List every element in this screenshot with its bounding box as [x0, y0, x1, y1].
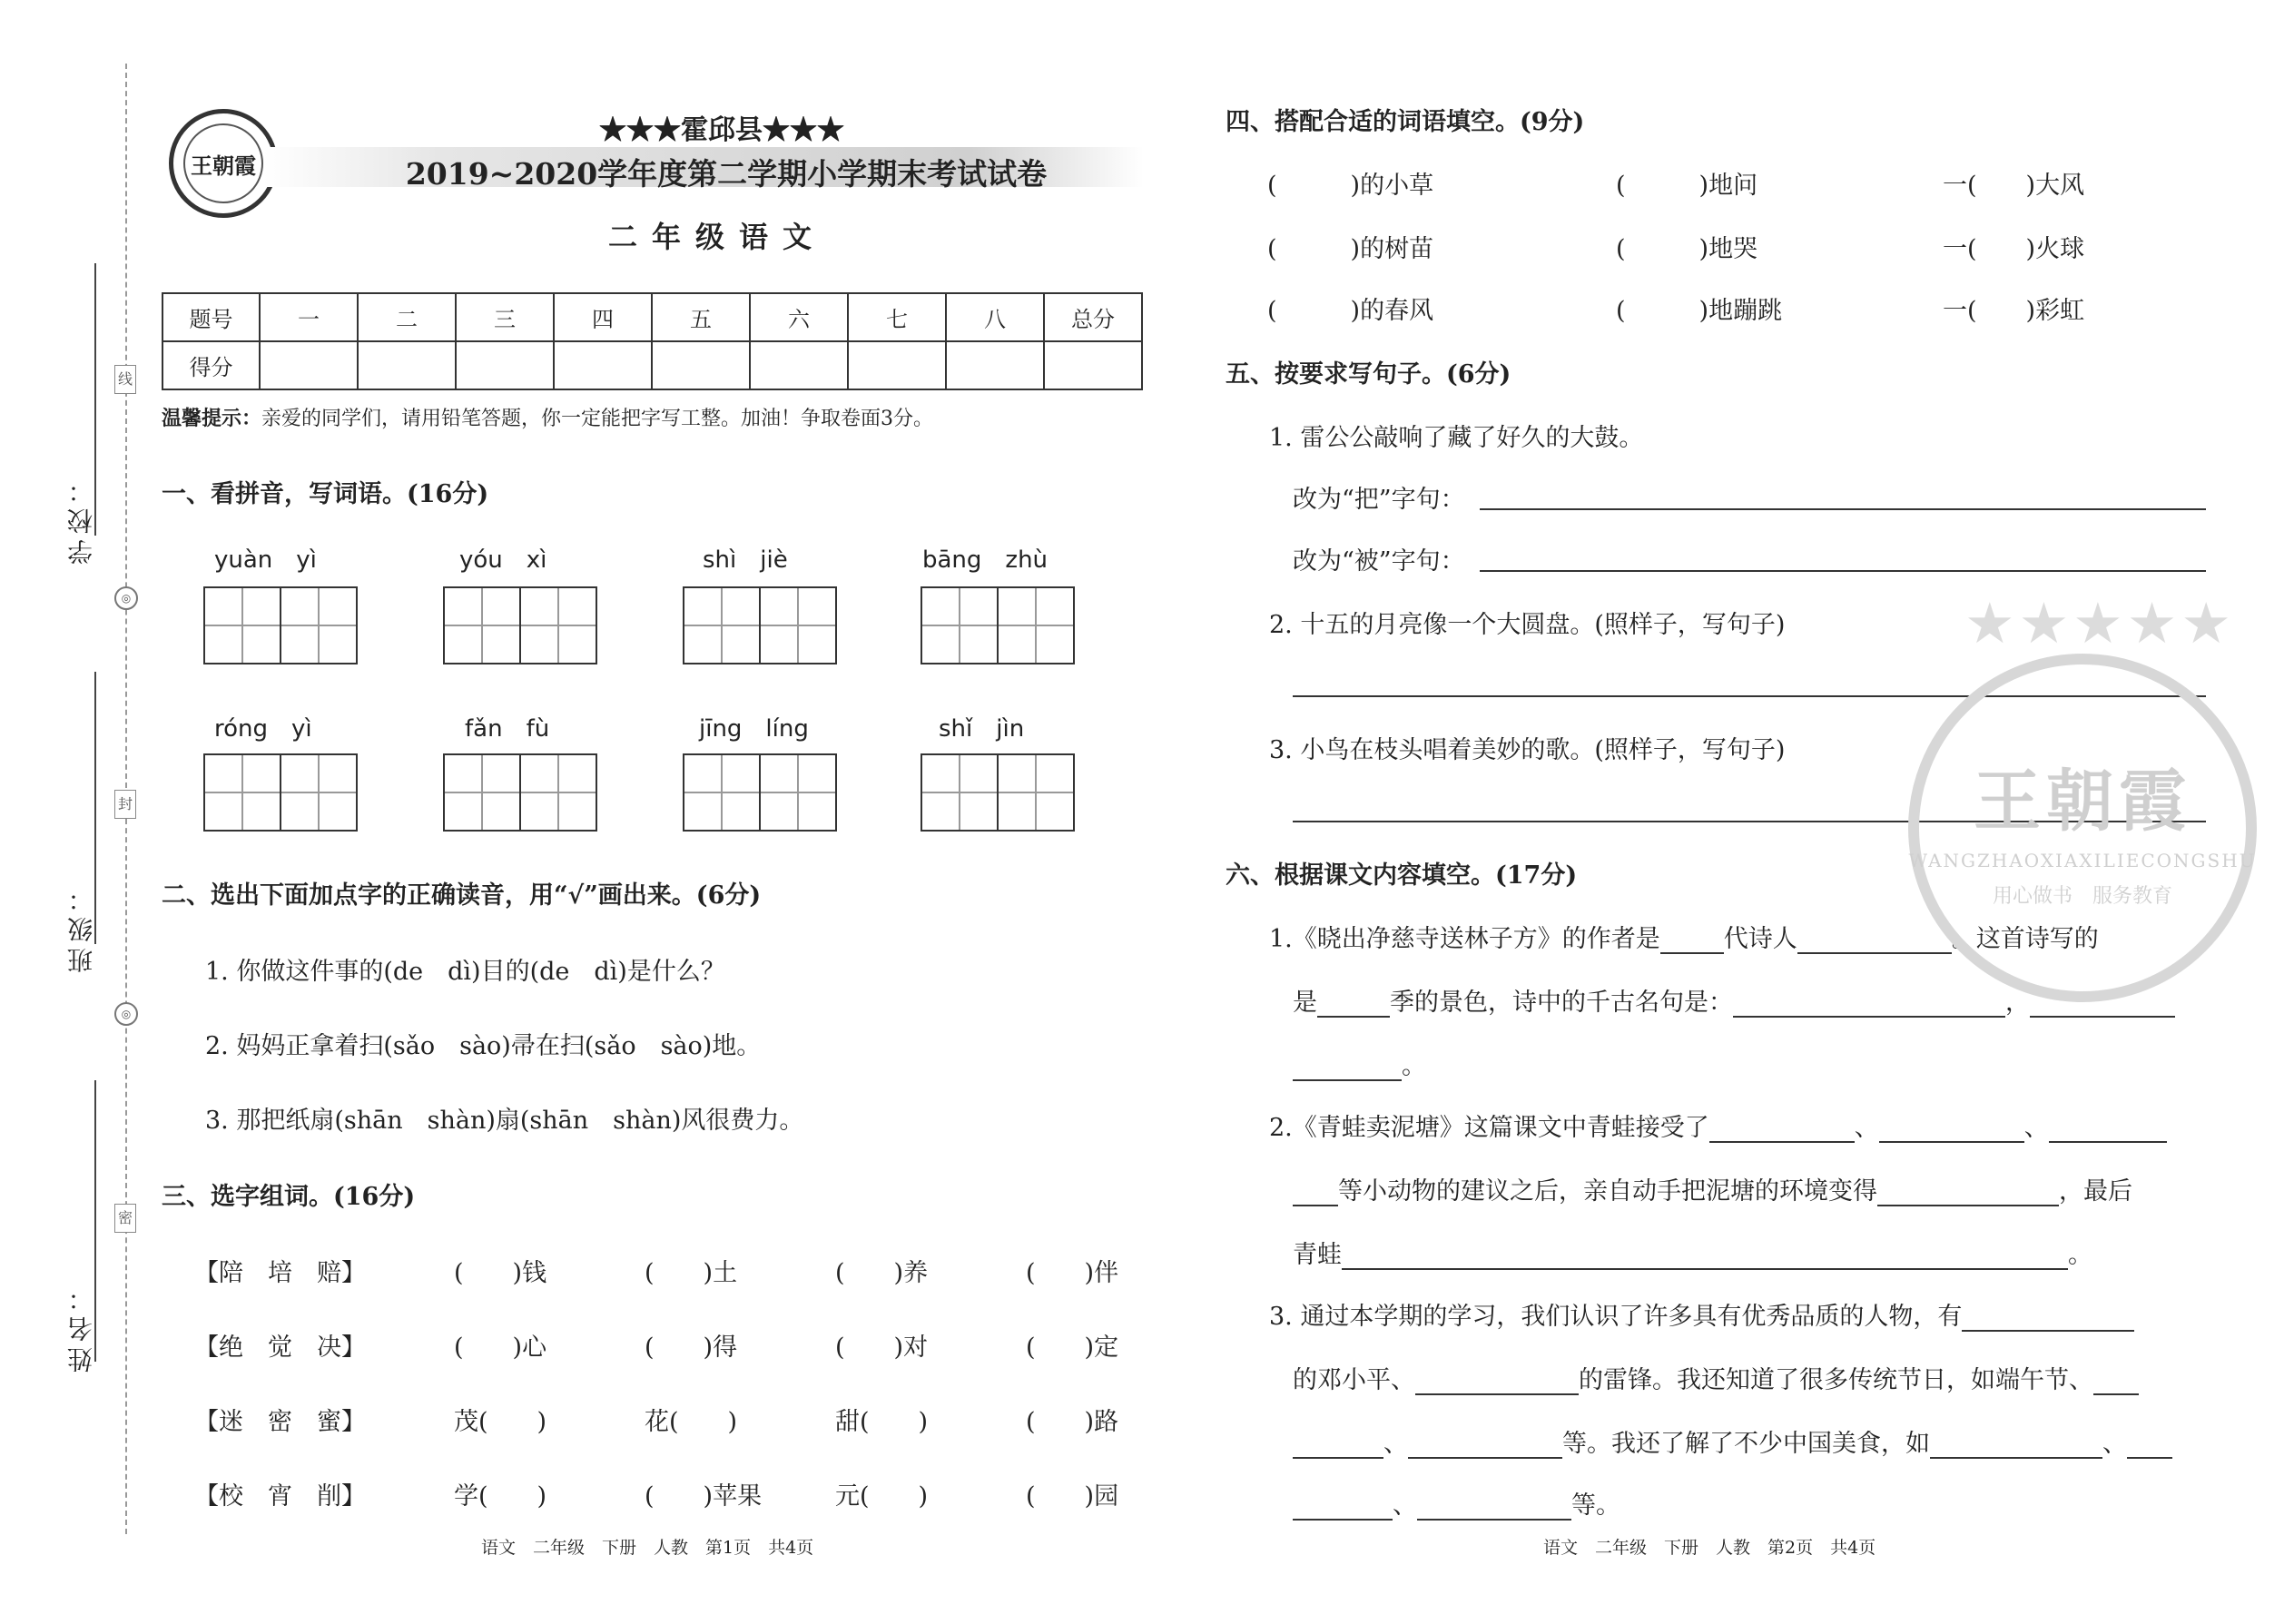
writing-grid[interactable]	[203, 753, 358, 832]
section-6-title: 六、根据课文内容填空。(17分)	[1226, 861, 1578, 890]
fill-blank[interactable]: ( )路	[1026, 1408, 1119, 1436]
binding-mark-seal: 封	[114, 790, 136, 819]
table-cell: 二	[358, 293, 456, 341]
fill-blank[interactable]: ( )土	[645, 1259, 738, 1287]
answer-blank[interactable]	[1877, 1177, 2059, 1206]
fill-blank[interactable]: ( )得	[645, 1334, 738, 1362]
fill-blank[interactable]: 学( )	[454, 1482, 547, 1511]
answer-blank[interactable]	[1408, 1430, 1562, 1459]
tip-text: 温馨提示：亲爱的同学们，请用铅笔答题，你一定能把字写工整。加油！争取卷面3分。	[162, 407, 934, 430]
fill-blank[interactable]: ( )地哭	[1616, 235, 1758, 263]
section-1-title: 一、看拼音，写词语。(16分)	[162, 480, 489, 508]
answer-blank[interactable]	[2127, 1430, 2172, 1459]
publisher-logo: 王朝霞	[169, 109, 278, 218]
question-text: 3. 小鸟在枝头唱着美妙的歌。(照样子，写句子)	[1269, 736, 1786, 764]
fill-blank[interactable]: ( )的树苗	[1267, 235, 1434, 263]
fill-blank[interactable]: ( )定	[1026, 1334, 1119, 1362]
question-text: 、 等。	[1293, 1485, 1620, 1521]
pinyin-label: yóu xì	[459, 546, 547, 574]
fill-blank[interactable]: ( )钱	[454, 1259, 547, 1287]
fill-blank[interactable]: ( )的小草	[1267, 172, 1434, 200]
section-5-title: 五、按要求写句子。(6分)	[1226, 360, 1511, 389]
answer-blank[interactable]	[1293, 1177, 1338, 1206]
score-value-row	[162, 341, 1142, 389]
fill-blank[interactable]: 元( )	[835, 1482, 929, 1511]
fill-blank[interactable]: ( )地问	[1616, 172, 1758, 200]
fill-blank[interactable]: 甜( )	[835, 1408, 929, 1436]
answer-blank[interactable]	[1660, 925, 1724, 954]
answer-blank[interactable]	[1879, 1114, 2024, 1143]
pinyin-label: yuàn yì	[214, 546, 317, 574]
question-text: 1. 你做这件事的(de dì)目的(de dì)是什么？	[205, 958, 725, 986]
table-cell: 三	[456, 293, 554, 341]
question-text: 2.《青蛙卖泥塘》这篇课文中青蛙接受了 、 、	[1269, 1107, 2167, 1143]
question-text: 等小动物的建议之后，亲自动手把泥塘的环境变得 ，最后	[1293, 1171, 2132, 1206]
writing-grid[interactable]	[921, 753, 1075, 832]
section-4-title: 四、搭配合适的词语填空。(9分)	[1226, 108, 1585, 136]
pinyin-label: shǐ jìn	[939, 715, 1025, 743]
fill-blank[interactable]: 花( )	[645, 1408, 738, 1436]
fill-blank[interactable]: ( )地蹦跳	[1616, 297, 1783, 325]
answer-blank[interactable]	[1293, 1052, 1402, 1081]
score-cell[interactable]	[358, 341, 456, 389]
county-title: ★★★霍邱县★★★	[599, 114, 844, 146]
binding-circle-icon: ◎	[114, 586, 138, 610]
score-cell[interactable]	[260, 341, 358, 389]
answer-blank[interactable]	[1415, 1366, 1579, 1395]
answer-blank[interactable]	[1342, 1241, 2068, 1270]
answer-blank[interactable]	[1930, 1430, 2102, 1459]
answer-blank[interactable]	[2049, 1114, 2167, 1143]
exam-title: 2019~2020学年度第二学期小学期末考试试卷	[405, 156, 1048, 192]
binding-mark-secret: 密	[114, 1204, 136, 1233]
fill-blank[interactable]: ( )园	[1026, 1482, 1119, 1511]
page-footer: 语文 二年级 下册 人教 第1页 共4页	[481, 1538, 814, 1558]
question-text: 。	[1293, 1046, 1426, 1081]
question-text: 是 季的景色，诗中的千古名句是： ，	[1293, 982, 2175, 1018]
question-text: 2. 妈妈正拿着扫(sǎo sào)帚在扫(sǎo sào)地。	[205, 1032, 762, 1060]
score-cell[interactable]	[554, 341, 652, 389]
char-group: 【陪 培 赔】	[194, 1259, 366, 1287]
section-3-title: 三、选字组词。(16分)	[162, 1183, 416, 1211]
section-2-title: 二、选出下面加点字的正确读音，用“√”画出来。(6分)	[162, 881, 762, 910]
fill-blank[interactable]: 一( )彩虹	[1943, 297, 2085, 325]
table-cell: 得分	[162, 341, 260, 389]
question-text: 、 等。我还了解了不少中国美食，如 、	[1293, 1423, 2172, 1459]
writing-grid[interactable]	[203, 586, 358, 664]
answer-blank[interactable]	[1293, 1430, 1383, 1459]
fill-blank[interactable]: ( )养	[835, 1259, 929, 1287]
pinyin-label: fǎn fù	[465, 715, 550, 743]
writing-grid[interactable]	[443, 586, 597, 664]
fill-blank[interactable]: ( )对	[835, 1334, 929, 1362]
stars-icon: ★★★★★	[1964, 590, 2235, 656]
pinyin-label: róng yì	[214, 715, 312, 743]
score-cell[interactable]	[1044, 341, 1142, 389]
score-cell[interactable]	[652, 341, 750, 389]
question-text: 改为“把”字句：	[1293, 486, 1465, 514]
table-cell: 六	[750, 293, 848, 341]
score-cell[interactable]	[946, 341, 1044, 389]
answer-blank[interactable]	[1733, 989, 2005, 1018]
pinyin-label: jīng líng	[699, 715, 809, 743]
char-group: 【绝 觉 决】	[194, 1334, 366, 1362]
char-group: 【校 宵 削】	[194, 1482, 366, 1511]
answer-blank[interactable]	[2093, 1366, 2139, 1395]
subject-title: 二年级语文	[607, 220, 826, 254]
question-text: 青蛙 。	[1293, 1241, 2092, 1269]
table-cell: 题号	[162, 293, 260, 341]
fill-blank[interactable]: ( )伴	[1026, 1259, 1119, 1287]
writing-grid[interactable]	[683, 586, 837, 664]
question-text: 改为“被”字句：	[1293, 547, 1465, 576]
fill-blank[interactable]: ( )苹果	[645, 1482, 763, 1511]
name-label: 姓名：	[66, 1280, 96, 1373]
table-cell: 四	[554, 293, 652, 341]
class-label: 班级：	[66, 881, 96, 973]
answer-line[interactable]	[1480, 508, 2206, 510]
table-cell: 七	[848, 293, 946, 341]
fill-blank[interactable]: ( )心	[454, 1334, 547, 1362]
school-label: 学校：	[66, 472, 96, 565]
fill-blank[interactable]: ( )的春风	[1267, 297, 1434, 325]
pinyin-label: shì jiè	[703, 546, 788, 574]
answer-blank[interactable]	[1962, 1303, 2134, 1332]
score-table	[162, 292, 1143, 390]
question-text: 2. 十五的月亮像一个大圆盘。(照样子，写句子)	[1269, 611, 1786, 639]
score-cell[interactable]	[456, 341, 554, 389]
answer-blank[interactable]	[1709, 1114, 1855, 1143]
answer-blank[interactable]	[1293, 1491, 1393, 1521]
answer-blank[interactable]	[1417, 1491, 1571, 1521]
table-cell: 八	[946, 293, 1044, 341]
writing-grid[interactable]	[921, 586, 1075, 664]
table-cell: 总分	[1044, 293, 1142, 341]
page-footer: 语文 二年级 下册 人教 第2页 共4页	[1543, 1538, 1876, 1558]
binding-mark-line: 线	[114, 365, 136, 394]
question-text: 3. 那把纸扇(shān shàn)扇(shān shàn)风很费力。	[205, 1107, 804, 1135]
fill-blank[interactable]: 一( )火球	[1943, 235, 2085, 263]
watermark-logo: ★★★★★ 王朝霞 WANGZHAOXIAXILIECONGSHU 用心做书 服务教育	[1908, 654, 2257, 1002]
writing-grid[interactable]	[443, 753, 597, 832]
binding-circle-icon: ◎	[114, 1002, 138, 1026]
score-cell[interactable]	[848, 341, 946, 389]
fill-blank[interactable]: 茂( )	[454, 1408, 547, 1436]
writing-grid[interactable]	[683, 753, 837, 832]
score-cell[interactable]	[750, 341, 848, 389]
question-text: 的邓小平、 的雷锋。我还知道了很多传统节日，如端午节、	[1293, 1360, 2139, 1395]
pinyin-label: bāng zhù	[922, 546, 1049, 574]
answer-line[interactable]	[1480, 570, 2206, 572]
table-cell: 五	[652, 293, 750, 341]
question-text: 1. 雷公公敲响了藏了好久的大鼓。	[1269, 424, 1644, 452]
answer-blank[interactable]	[1797, 925, 1952, 954]
char-group: 【迷 密 蜜】	[194, 1408, 366, 1436]
question-text: 1.《晓出净慈寺送林子方》的作者是 代诗人 。这首诗写的	[1269, 925, 2099, 953]
answer-blank[interactable]	[1317, 989, 1390, 1018]
fill-blank[interactable]: 一( )大风	[1943, 172, 2085, 200]
question-text: 3. 通过本学期的学习，我们认识了许多具有优秀品质的人物，有	[1269, 1296, 2134, 1332]
table-cell: 一	[260, 293, 358, 341]
score-header-row	[162, 293, 1142, 341]
